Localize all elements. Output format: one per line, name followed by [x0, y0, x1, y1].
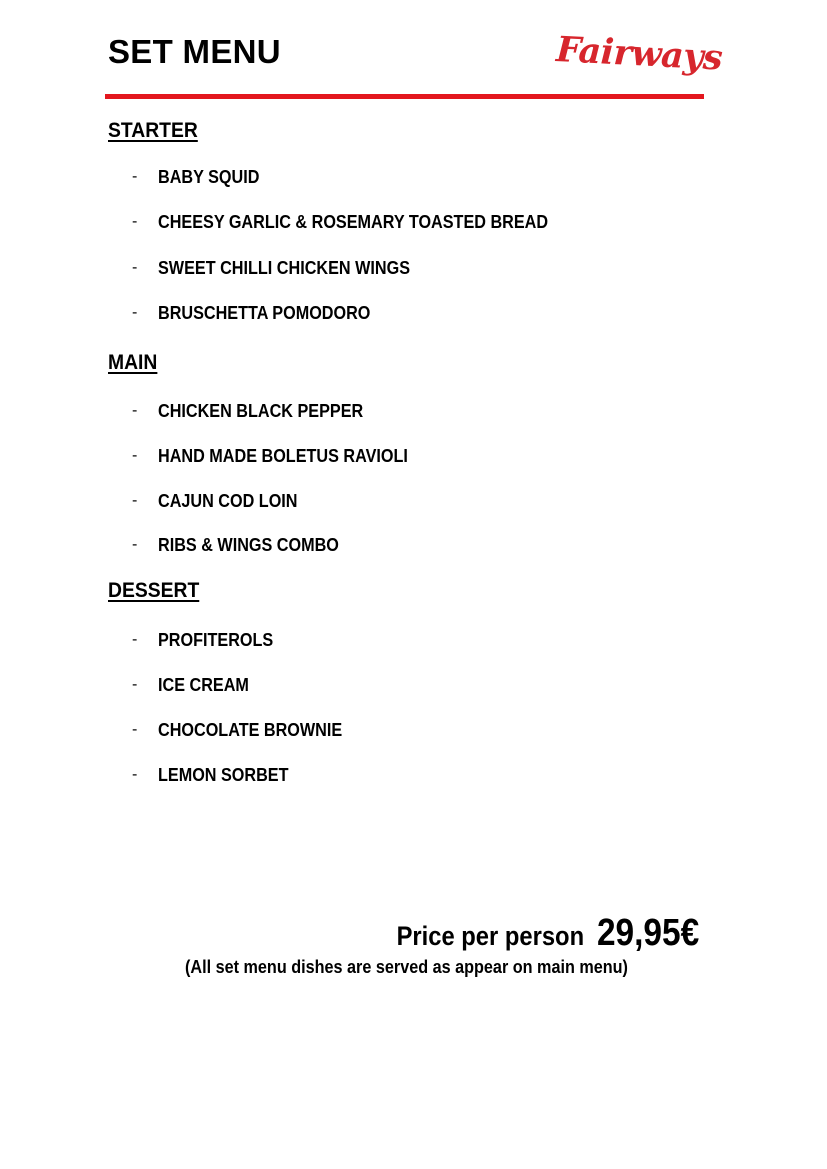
menu-item-label: RIBS & WINGS COMBO	[158, 535, 339, 555]
header-divider	[105, 94, 704, 99]
price-value: 29,95€	[596, 912, 699, 954]
menu-item-label: SWEET CHILLI CHICKEN WINGS	[158, 258, 410, 278]
list-dash: -	[132, 766, 138, 783]
section-heading-starter: STARTER	[108, 119, 198, 142]
list-dash: -	[132, 536, 138, 553]
menu-item-label: CHEESY GARLIC & ROSEMARY TOASTED BREAD	[158, 212, 549, 232]
section-heading-main: MAIN	[108, 351, 158, 374]
list-dash: -	[132, 492, 138, 509]
list-dash: -	[132, 213, 138, 230]
menu-item-label: BABY SQUID	[158, 167, 260, 187]
menu-item-label: PROFITEROLS	[158, 630, 274, 650]
list-dash: -	[132, 447, 138, 464]
fairways-logo: Fairways	[555, 29, 724, 79]
list-dash: -	[132, 168, 138, 185]
list-dash: -	[132, 304, 138, 321]
list-dash: -	[132, 631, 138, 648]
list-dash: -	[132, 721, 138, 738]
menu-item-label: BRUSCHETTA POMODORO	[158, 303, 371, 323]
price-label: Price per person	[396, 921, 585, 951]
price-note: (All set menu dishes are served as appear on main menu)	[185, 957, 628, 977]
list-dash: -	[132, 676, 138, 693]
page-title: SET MENU	[108, 33, 281, 70]
list-dash: -	[132, 402, 138, 419]
list-dash: -	[132, 259, 138, 276]
menu-item-label: CHOCOLATE BROWNIE	[158, 720, 343, 740]
section-heading-dessert: DESSERT	[108, 579, 200, 602]
menu-item-label: ICE CREAM	[158, 675, 249, 695]
menu-item-label: HAND MADE BOLETUS RAVIOLI	[158, 446, 408, 466]
menu-item-label: CHICKEN BLACK PEPPER	[158, 401, 364, 421]
menu-item-label: LEMON SORBET	[158, 765, 289, 785]
menu-item-label: CAJUN COD LOIN	[158, 491, 298, 511]
